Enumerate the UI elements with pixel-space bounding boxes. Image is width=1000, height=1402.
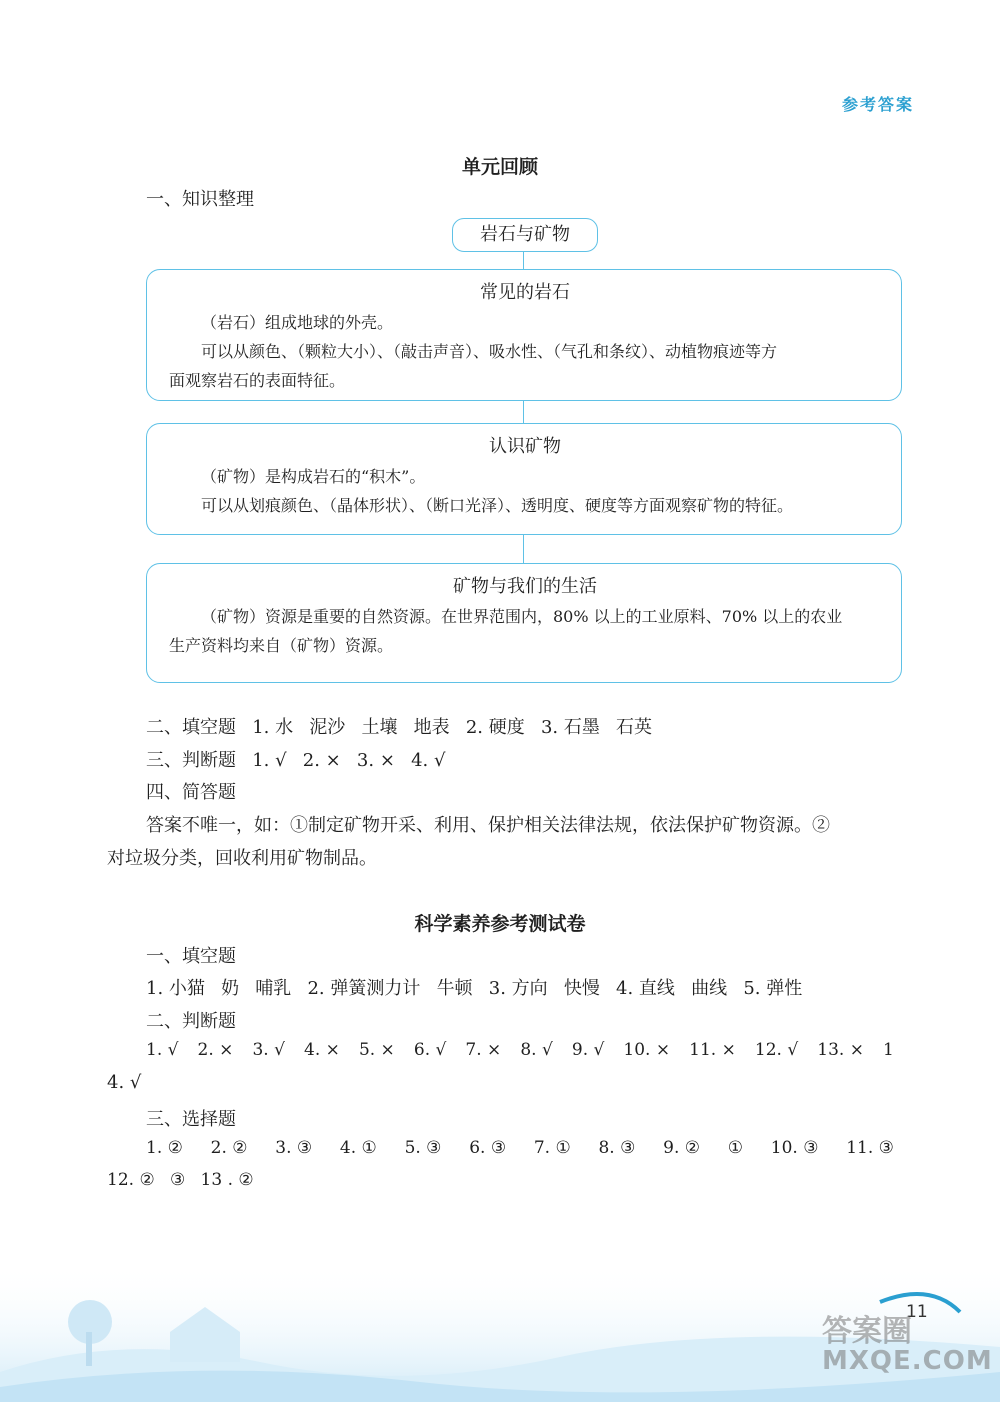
test-choice-answers-cont: 12. ② ③ 13 . ② [107, 1170, 254, 1190]
connector-line [523, 252, 524, 269]
test-choice-answers: 1. ② 2. ② 3. ③ 4. ① 5. ③ 6. ③ 7. ① 8. ③ 9. ② ① 10. ③ 11. ③ [146, 1138, 894, 1158]
connector-line [523, 535, 524, 563]
short-answer-text: 答案不唯一，如：①制定矿物开采、利用、保护相关法律法规，依法保护矿物资源。② [146, 815, 830, 836]
box-text: 可以从颜色、（颗粒大小）、（敲击声音）、吸水性、（气孔和条纹）、动植物痕迹等方 [201, 342, 778, 361]
box-text: （岩石）组成地球的外壳。 [201, 313, 394, 332]
box-text: 面观察岩石的表面特征。 [169, 371, 346, 390]
knowledge-heading: 一、知识整理 [146, 189, 254, 210]
test-fill-answers: 1. 小猫 奶 哺乳 2. 弹簧测力计 牛顿 3. 方向 快慢 4. 直线 曲线 5. 弹性 [146, 978, 803, 999]
site-watermark: 答案圈 MXQE.COM [822, 1314, 993, 1376]
test-judgment-answers-cont: 4. √ [107, 1072, 142, 1093]
mindmap-root: 岩石与矿物 [452, 218, 598, 252]
judgment-answers: 三、判断题 1. √ 2. × 3. × 4. √ [146, 750, 446, 771]
unit-review-title: 单元回顾 [461, 156, 538, 178]
minerals-box [146, 423, 902, 535]
test-title: 科学素养参考测试卷 [414, 913, 586, 935]
test-fill-heading: 一、填空题 [146, 946, 236, 967]
short-answer-heading: 四、简答题 [146, 782, 236, 803]
box-text: （矿物）资源是重要的自然资源。在世界范围内，80% 以上的工业原料、70% 以上的农业 [201, 607, 843, 626]
minerals-life-box [146, 563, 902, 683]
page-number: 11 [906, 1302, 928, 1322]
test-judgment-answers: 1. √ 2. × 3. √ 4. × 5. × 6. √ 7. × 8. √ 9. √ 10. × 11. × 12. √ 13. × 1 [146, 1040, 894, 1060]
rocks-box [146, 269, 902, 401]
test-choice-heading: 三、选择题 [146, 1109, 236, 1130]
box-text: 可以从划痕颜色、（晶体形状）、（断口光泽）、透明度、硬度等方面观察矿物的特征。 [201, 496, 794, 515]
box-text: （矿物）是构成岩石的“积木”。 [201, 467, 426, 486]
short-answer-text: 对垃圾分类，回收利用矿物制品。 [107, 848, 377, 869]
connector-line [523, 401, 524, 423]
fill-blank-answers: 二、填空题 1. 水 泥沙 土壤 地表 2. 硬度 3. 石墨 石英 [146, 717, 653, 738]
box-title: 矿物与我们的生活 [453, 576, 597, 597]
test-judgment-heading: 二、判断题 [146, 1011, 236, 1032]
answer-key-tag: 参考答案 [841, 95, 914, 114]
box-title: 认识矿物 [489, 436, 561, 457]
box-text: 生产资料均来自（矿物）资源。 [169, 636, 394, 655]
box-title: 常见的岩石 [480, 282, 570, 303]
